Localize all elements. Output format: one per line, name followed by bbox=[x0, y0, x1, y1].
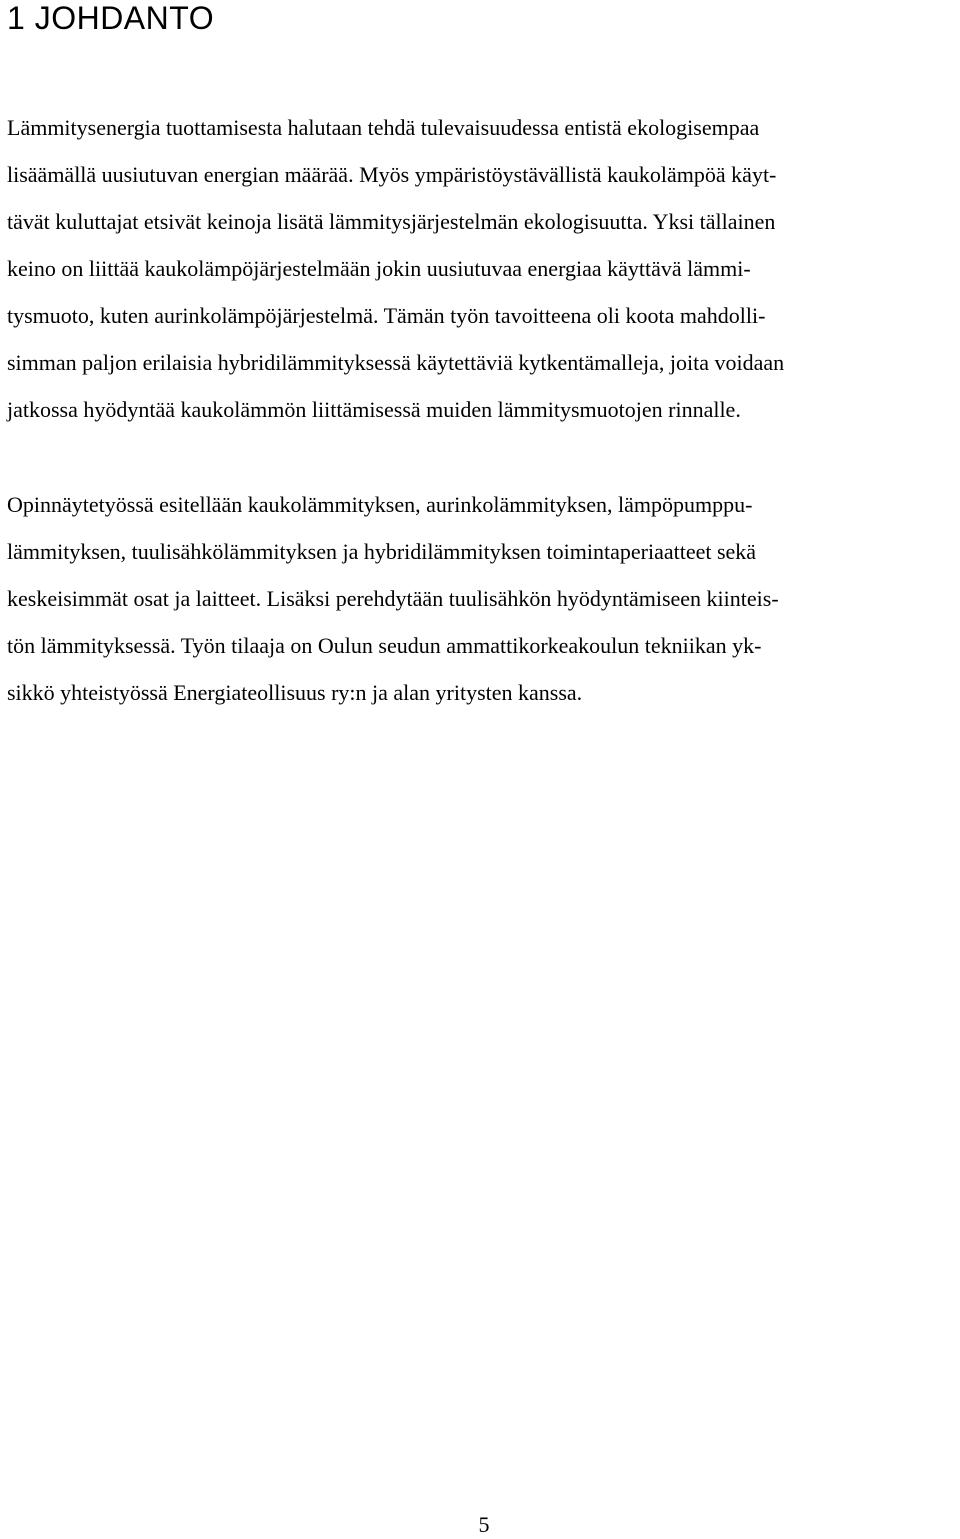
text-line: Opinnäytetyössä esitellään kaukolämmityksen, aurinkolämmityksen, lämpöpumppu- bbox=[7, 492, 753, 517]
paragraph-scope bbox=[7, 481, 957, 716]
text-line: keino on liittää kaukolämpöjärjestelmään jokin uusiutuvaa energiaa käyttävä lämmi- bbox=[7, 256, 751, 281]
text-line: tysmuoto, kuten aurinkolämpöjärjestelmä. Tämän työn tavoitteena oli koota mahdolli- bbox=[7, 303, 766, 328]
text-line: tävät kuluttajat etsivät keinoja lisätä lämmitysjärjestelmän ekologisuutta. Yksi tällainen bbox=[7, 209, 776, 234]
text-line: simman paljon erilaisia hybridilämmityksessä käytettäviä kytkentämalleja, joita voidaan bbox=[7, 350, 785, 375]
text-line: Lämmitysenergia tuottamisesta halutaan tehdä tulevaisuudessa entistä ekologisempaa bbox=[7, 115, 760, 140]
text-line: tön lämmityksessä. Työn tilaaja on Oulun seudun ammattikorkeakoulun tekniikan yk- bbox=[7, 633, 762, 658]
paragraph-introduction bbox=[7, 104, 957, 433]
page-number: 5 bbox=[478, 1512, 490, 1537]
text-line: keskeisimmät osat ja laitteet. Lisäksi perehdytään tuulisähkön hyödyntämiseen kiinteis- bbox=[7, 586, 779, 611]
text-line: lisäämällä uusiutuvan energian määrää. Myös ympäristöystävällistä kaukolämpöä käyt- bbox=[7, 162, 777, 187]
text-line: sikkö yhteistyössä Energiateollisuus ry:n ja alan yritysten kanssa. bbox=[7, 680, 583, 705]
chapter-heading: 1 JOHDANTO bbox=[7, 0, 215, 36]
text-line: lämmityksen, tuulisähkölämmityksen ja hybridilämmityksen toimintaperiaatteet sekä bbox=[7, 539, 757, 564]
text-line: jatkossa hyödyntää kaukolämmön liittämisessä muiden lämmitysmuotojen rinnalle. bbox=[7, 397, 741, 422]
